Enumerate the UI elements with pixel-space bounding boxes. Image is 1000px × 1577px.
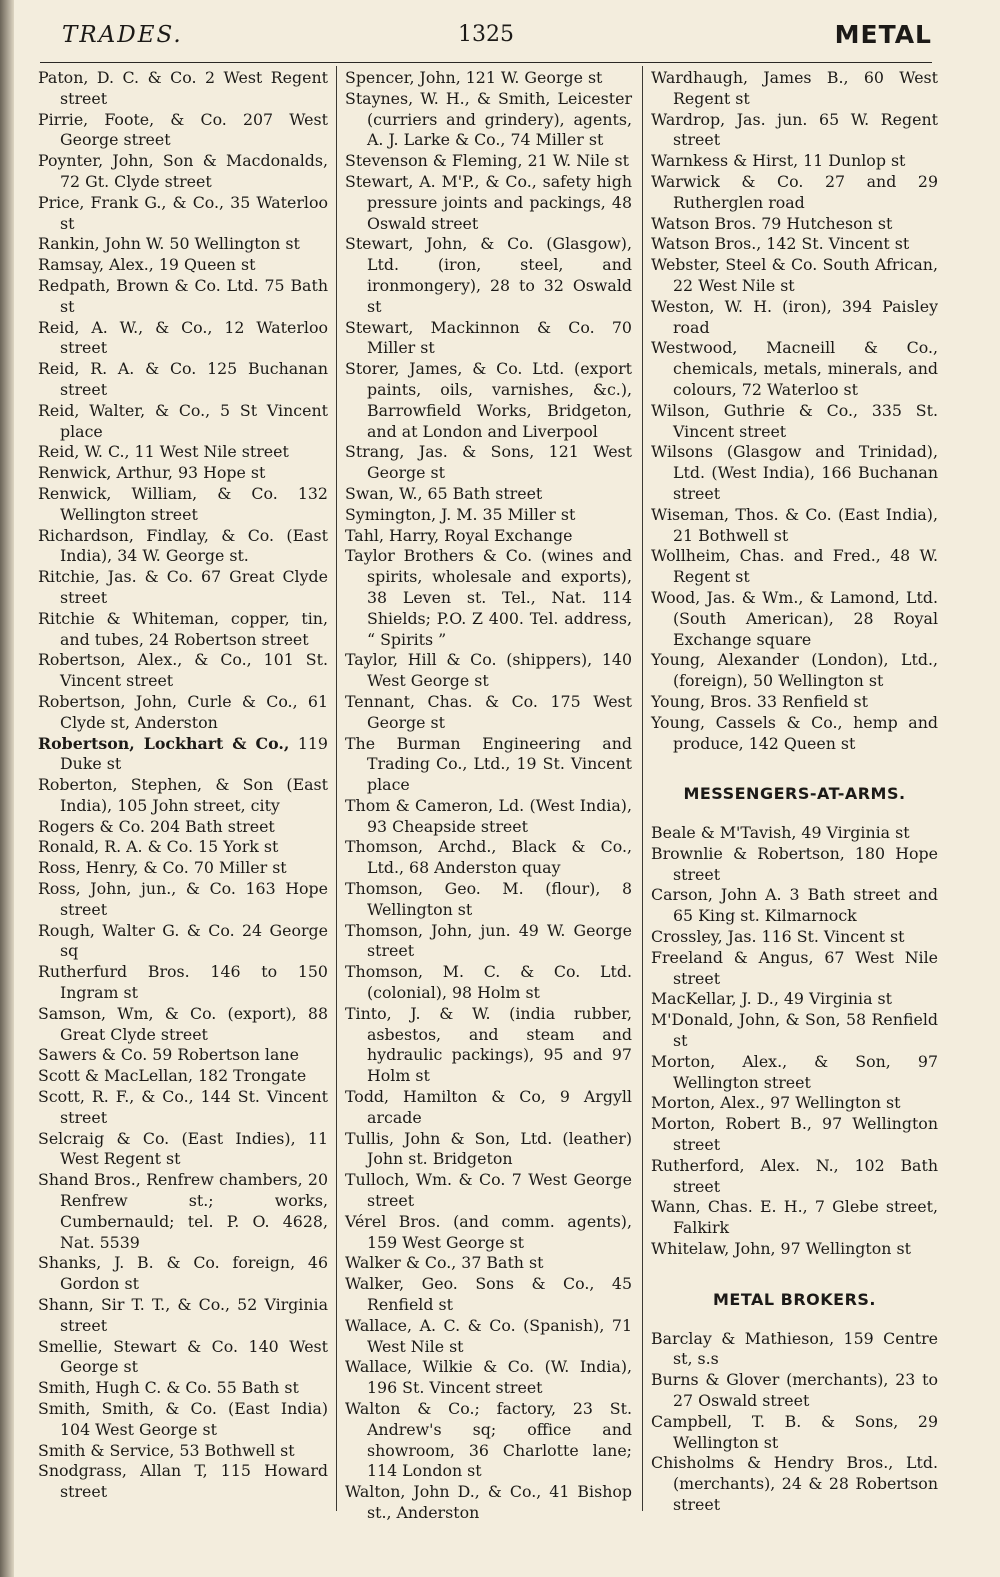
list-item: Paton, D. C. & Co. 2 West Regent street — [38, 68, 328, 108]
list-item: Watson Bros., 142 St. Vincent st — [651, 234, 910, 254]
list-item: Thom & Cameron, Ld. (West India), 93 Cheapside street — [345, 795, 632, 836]
list-item: Morton, Robert B., 97 Wellington street — [651, 1114, 938, 1155]
list-item: Wann, Chas. E. H., 7 Glebe street, Falkirk — [651, 1197, 938, 1238]
bold-firm-name: Robertson, Lockhart & Co., — [38, 733, 290, 753]
list-item: Walker & Co., 37 Bath st — [345, 1253, 544, 1273]
list-item: Taylor Brothers & Co. (wines and spirits, wholesale and exports), 38 Leven st. Tel., Nat. 114 Shields; P.O. Z 400. Tel. address, “ Spirits ” — [345, 546, 632, 649]
list-item: Wardrop, Jas. jun. 65 W. Regent street — [651, 109, 938, 150]
list-item: Stewart, John, & Co. (Glasgow), Ltd. (iron, steel, and ironmongery), 28 to 32 Oswald st — [345, 234, 632, 316]
list-item: Renwick, Arthur, 93 Hope st — [38, 463, 266, 483]
list-item: Smellie, Stewart & Co. 140 West George st — [38, 1336, 328, 1377]
list-item: Webster, Steel & Co. South African, 22 West Nile st — [651, 255, 938, 295]
list-item: Wallace, A. C. & Co. (Spanish), 71 West Nile st — [345, 1315, 632, 1356]
list-item: Vérel Bros. (and comm. agents), 159 West George st — [345, 1211, 632, 1252]
list-item: Stewart, Mackinnon & Co. 70 Miller st — [345, 317, 632, 358]
list-item: Young, Alexander (London), Ltd., (foreign), 50 Wellington st — [651, 650, 938, 691]
section-spacer — [651, 805, 938, 823]
list-item: Pirrie, Foote, & Co. 207 West George street — [38, 109, 328, 150]
list-item: Tinto, J. & W. (india rubber, asbestos, and steam and hydraulic packings), 95 and 97 Holm st — [345, 1003, 632, 1086]
list-item: Poynter, John, Son & Macdonalds, 72 Gt. Clyde street — [38, 151, 328, 191]
running-head-section: METAL — [834, 20, 932, 49]
list-item: Ritchie, Jas. & Co. 67 Great Clyde street — [38, 567, 328, 607]
list-item: Reid, R. A. & Co. 125 Buchanan street — [38, 359, 328, 399]
list-item: Ritchie & Whiteman, copper, tin, and tubes, 24 Robertson street — [38, 608, 328, 649]
list-item: Todd, Hamilton & Co, 9 Argyll arcade — [345, 1087, 632, 1127]
list-item: Shanks, J. B. & Co. foreign, 46 Gordon st — [38, 1253, 328, 1294]
list-item: Roberton, Stephen, & Son (East India), 105 John street, city — [38, 775, 328, 815]
firm-address: 119 Duke st — [60, 733, 328, 774]
page-binding-edge — [0, 0, 14, 1577]
list-item: Sawers & Co. 59 Robertson lane — [38, 1045, 299, 1065]
list-item: Reid, Walter, & Co., 5 St Vincent place — [38, 400, 328, 441]
section-heading-messengers-at-arms: MESSENGERS-AT-ARMS. — [683, 784, 906, 804]
column-divider — [336, 66, 337, 1511]
list-item: Tulloch, Wm. & Co. 7 West George street — [345, 1170, 632, 1211]
list-item: Brownlie & Robertson, 180 Hope street — [651, 843, 938, 884]
list-item: Weston, W. H. (iron), 394 Paisley road — [651, 296, 938, 337]
list-item: Wilsons (Glasgow and Trinidad), Ltd. (West India), 166 Buchanan street — [651, 442, 938, 503]
section-spacer — [651, 754, 938, 784]
list-item: Snodgrass, Allan T, 115 Howard street — [38, 1461, 328, 1502]
header-rule — [40, 62, 932, 63]
list-item: Beale & M'Tavish, 49 Virginia st — [651, 823, 910, 843]
list-item: Scott & MacLellan, 182 Trongate — [38, 1066, 307, 1086]
list-item: Barclay & Mathieson, 159 Centre st, s.s — [651, 1328, 938, 1369]
list-item: MacKellar, J. D., 49 Virginia st — [651, 989, 893, 1009]
list-item: Rutherfurd Bros. 146 to 150 Ingram st — [38, 962, 328, 1003]
list-item: Reid, A. W., & Co., 12 Waterloo street — [38, 317, 328, 358]
list-item: Morton, Alex., & Son, 97 Wellington street — [651, 1051, 938, 1092]
section-spacer — [651, 1260, 938, 1290]
column-2 — [345, 68, 632, 1524]
page-header — [40, 20, 932, 60]
list-item: Burns & Glover (merchants), 23 to 27 Oswald street — [651, 1370, 938, 1411]
list-item: Warwick & Co. 27 and 29 Rutherglen road — [651, 171, 938, 212]
list-item: Scott, R. F., & Co., 144 St. Vincent street — [38, 1087, 328, 1127]
list-item: Walton & Co.; factory, 23 St. Andrew's sq; office and showroom, 36 Charlotte lane; 114 London st — [345, 1399, 632, 1481]
list-item: Smith, Smith, & Co. (East India) 104 West George st — [38, 1399, 328, 1439]
list-item: Swan, W., 65 Bath street — [345, 483, 543, 503]
list-item: Campbell, T. B. & Sons, 29 Wellington st — [651, 1411, 938, 1452]
list-item: Robertson, Alex., & Co., 101 St. Vincent street — [38, 650, 328, 691]
running-head-trades: TRADES. — [62, 22, 183, 48]
list-item: Tahl, Harry, Royal Exchange — [345, 525, 573, 545]
list-item: Thomson, Geo. M. (flour), 8 Wellington st — [345, 879, 632, 919]
list-item: Wilson, Guthrie & Co., 335 St. Vincent street — [651, 400, 938, 441]
list-item: Thomson, Archd., Black & Co., Ltd., 68 Anderston quay — [345, 837, 632, 878]
list-item: Shand Bros., Renfrew chambers, 20 Renfrew st.; works, Cumbernauld; tel. P. O. 4628, Nat. 5539 — [38, 1170, 328, 1252]
list-item: Renwick, William, & Co. 132 Wellington street — [38, 483, 328, 524]
list-item: Tennant, Chas. & Co. 175 West George st — [345, 691, 632, 732]
list-item: Thomson, M. C. & Co. Ltd. (colonial), 98 Holm st — [345, 962, 632, 1003]
list-item: Ross, Henry, & Co. 70 Miller st — [38, 858, 287, 878]
list-item: Wardhaugh, James B., 60 West Regent st — [651, 68, 938, 108]
list-item: Stewart, A. M'P., & Co., safety high pressure joints and packings, 48 Oswald street — [345, 171, 632, 233]
list-item: Smith, Hugh C. & Co. 55 Bath st — [38, 1378, 299, 1398]
list-item: Redpath, Brown & Co. Ltd. 75 Bath st — [38, 275, 328, 316]
list-item: Staynes, W. H., & Smith, Leicester (curriers and grindery), agents, A. J. Larke & Co., 74 Miller st — [345, 88, 632, 150]
list-item: Walton, John D., & Co., 41 Bishop st., Anderston — [345, 1482, 632, 1522]
list-item: Ronald, R. A. & Co. 15 York st — [38, 837, 279, 857]
list-item: Smith & Service, 53 Bothwell st — [38, 1440, 295, 1460]
column-divider — [642, 66, 643, 1511]
list-item: Taylor, Hill & Co. (shippers), 140 West George st — [345, 650, 632, 691]
list-item: Ramsay, Alex., 19 Queen st — [38, 255, 256, 275]
section-spacer — [651, 1311, 938, 1329]
list-item: Morton, Alex., 97 Wellington st — [651, 1093, 901, 1113]
list-item: Rutherford, Alex. N., 102 Bath street — [651, 1155, 938, 1196]
list-item: Wollheim, Chas. and Fred., 48 W. Regent st — [651, 546, 938, 587]
column-1 — [38, 68, 328, 1503]
list-item: The Burman Engineering and Trading Co., Ltd., 19 St. Vincent place — [345, 733, 632, 795]
list-item: Strang, Jas. & Sons, 121 West George st — [345, 442, 632, 483]
section-heading-metal-brokers: METAL BROKERS. — [712, 1289, 877, 1309]
list-item: Westwood, Macneill & Co., chemicals, metals, minerals, and colours, 72 Waterloo st — [651, 338, 938, 399]
list-item: Thomson, John, jun. 49 W. George street — [345, 920, 632, 961]
list-item: Carson, John A. 3 Bath street and 65 King st. Kilmarnock — [651, 885, 938, 926]
list-item: Rough, Walter G. & Co. 24 George sq — [38, 920, 328, 961]
list-item: Walker, Geo. Sons & Co., 45 Renfield st — [345, 1274, 632, 1315]
list-item: Warnkess & Hirst, 11 Dunlop st — [651, 151, 906, 171]
list-item: Samson, Wm, & Co. (export), 88 Great Clyde street — [38, 1003, 328, 1044]
list-item: Robertson, John, Curle & Co., 61 Clyde st, Anderston — [38, 691, 328, 732]
list-item: Richardson, Findlay, & Co. (East India), 34 W. George st. — [38, 525, 328, 566]
list-item: Wood, Jas. & Wm., & Lamond, Ltd. (South American), 28 Royal Exchange square — [651, 587, 938, 649]
list-item: Ross, John, jun., & Co. 163 Hope street — [38, 879, 328, 919]
column-3 — [651, 68, 938, 1516]
list-item: Freeland & Angus, 67 West Nile street — [651, 947, 938, 988]
list-item: Wallace, Wilkie & Co. (W. India), 196 St. Vincent street — [345, 1357, 632, 1398]
list-item: Wiseman, Thos. & Co. (East India), 21 Bothwell st — [651, 504, 938, 545]
list-item: Watson Bros. 79 Hutcheson st — [651, 213, 893, 233]
list-item: Young, Cassels & Co., hemp and produce, 142 Queen st — [651, 712, 938, 753]
list-item: Shann, Sir T. T., & Co., 52 Virginia street — [38, 1295, 328, 1335]
page-number: 1325 — [458, 22, 514, 47]
list-item: Crossley, Jas. 116 St. Vincent st — [651, 927, 905, 947]
list-item: Rogers & Co. 204 Bath street — [38, 816, 275, 836]
list-item: Whitelaw, John, 97 Wellington st — [651, 1239, 911, 1259]
list-item-highlighted — [38, 734, 328, 776]
list-item: Storer, James, & Co. Ltd. (export paints, oils, varnishes, &c.), Barrowfield Works, Bridgeton, and at London and Liverpool — [345, 359, 632, 441]
list-item: Stevenson & Fleming, 21 W. Nile st — [345, 151, 629, 171]
list-item: Chisholms & Hendry Bros., Ltd. (merchants), 24 & 28 Robertson street — [651, 1453, 938, 1514]
list-item: Spencer, John, 121 W. George st — [345, 68, 603, 87]
list-item: Rankin, John W. 50 Wellington st — [38, 234, 300, 254]
list-item: Price, Frank G., & Co., 35 Waterloo st — [38, 192, 328, 233]
list-item: Reid, W. C., 11 West Nile street — [38, 442, 289, 462]
list-item: Selcraig & Co. (East Indies), 11 West Regent st — [38, 1128, 328, 1169]
list-item: Young, Bros. 33 Renfield st — [651, 691, 868, 711]
list-item: Tullis, John & Son, Ltd. (leather) John st. Bridgeton — [345, 1128, 632, 1169]
list-item: Symington, J. M. 35 Miller st — [345, 504, 576, 524]
list-item: M'Donald, John, & Son, 58 Renfield st — [651, 1010, 938, 1051]
